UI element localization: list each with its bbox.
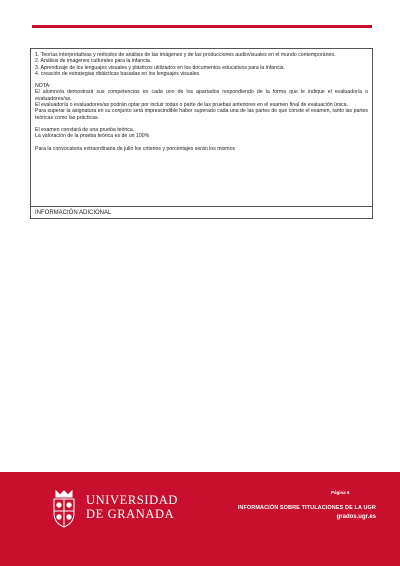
university-logotype: UNIVERSIDAD DE GRANADA: [86, 493, 179, 521]
page-number: Página 6: [331, 490, 350, 495]
grados-site-link[interactable]: grados.ugr.es: [336, 514, 376, 520]
section-heading-informacion-adicional: INFORMACIÓN ADICIONAL: [30, 207, 373, 219]
exam-line: El examen constará de una prueba teórica.: [35, 126, 135, 133]
nota-label: NOTA:: [35, 83, 51, 90]
university-crest-icon: [50, 489, 78, 529]
nota-paragraph: El alumno/a demostrará sus competencias en cada uno de los apartados respondiendo de la forma que le indique el evaluador/a o evaluadores/as.: [35, 89, 368, 102]
top-red-rule: [32, 25, 372, 28]
nota-paragraph: El evaluador/a o evaluadores/as podrán optar por incluir todas o parte de las pruebas anteriores en el examen final de evaluación única.: [35, 102, 348, 109]
exam-line: La valoración de la prueba teórica es de un 100%: [35, 133, 150, 140]
convocatoria-note: Para la convocatoria extraordinaria de julio los criterios y porcentajes serán los mismos: [35, 145, 236, 152]
item-4: 4. creación de estrategias didácticas basadas en los lenguajes visuales.: [35, 70, 201, 77]
item-1: 1. Teorías interpretativas y métodos de análisis de las imágenes y de las producciones audiovisuales en el mundo contemporáneo.: [35, 52, 336, 58]
evaluation-content-box: [30, 48, 373, 207]
item-2: 2. Análisis de imágenes culturales para la infancia.: [35, 58, 152, 65]
nota-paragraph: Para superar la asignatura en su conjunto será imprescindible haber superado cada una de las partes de que conste el examen, tanto las partes teóricas como las prácticas.: [35, 108, 368, 121]
titulaciones-info-title: INFORMACIÓN SOBRE TITULACIONES DE LA UGR: [237, 505, 376, 511]
item-3: 3. Aprendizaje de los lenguajes visuales y plásticos utilizados en los documentos educativos para la infancia.: [35, 64, 286, 71]
footer-banner: [0, 472, 400, 566]
